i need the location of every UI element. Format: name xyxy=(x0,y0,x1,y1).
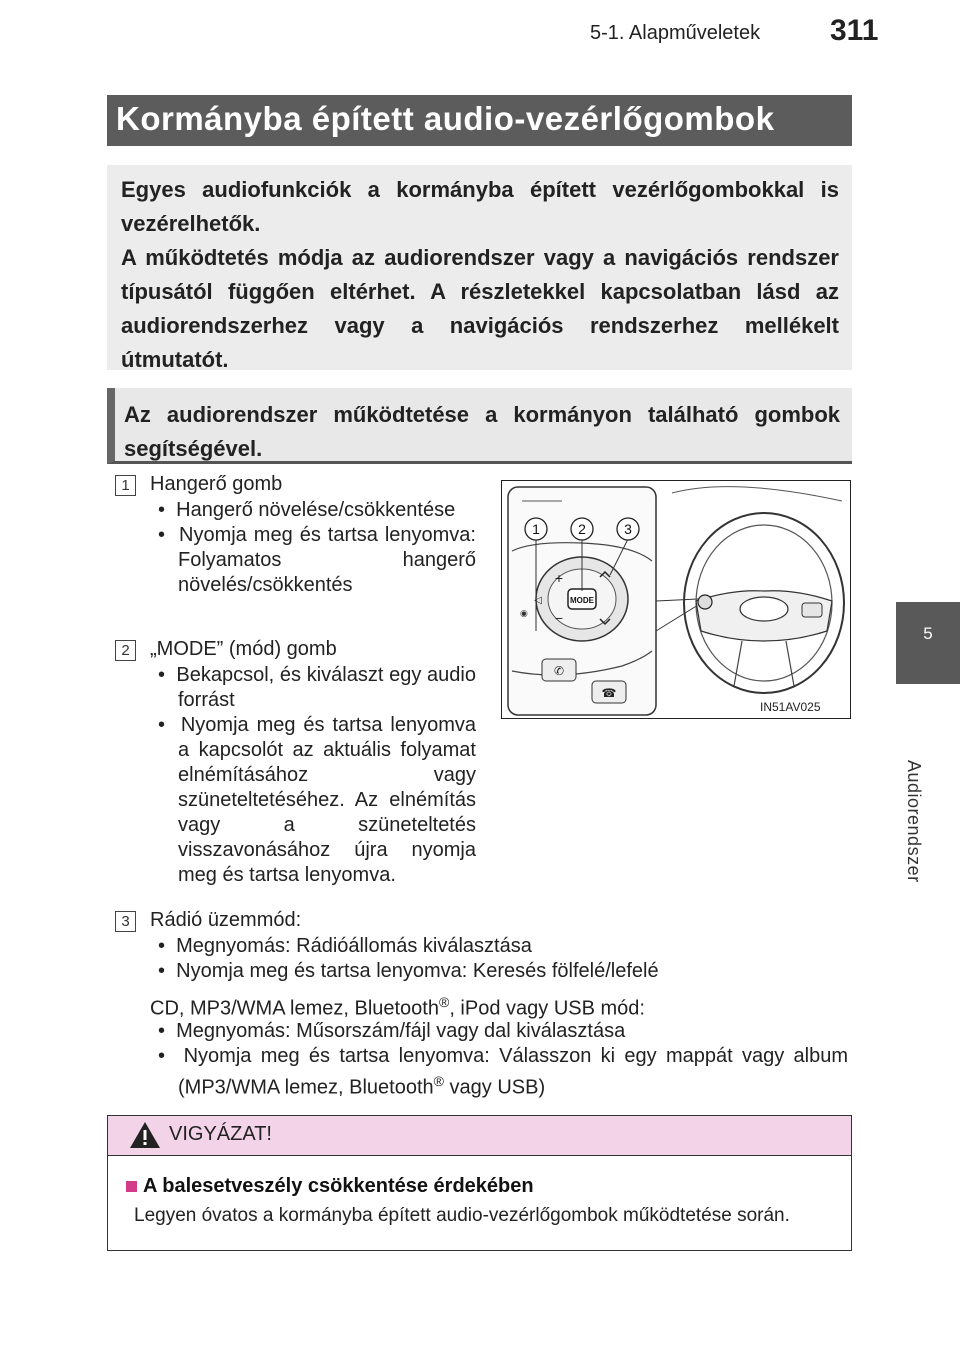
wheel-right-controls xyxy=(802,603,822,617)
voice-icon: ◉ xyxy=(520,608,528,618)
zoom-pointer xyxy=(656,599,698,631)
phone-hangup-icon: ☎ xyxy=(601,686,617,700)
item-number-3: 3 xyxy=(115,911,136,932)
speaker-icon: ◁ xyxy=(534,595,542,606)
item-bullets-2 xyxy=(158,663,476,888)
page-number: 311 xyxy=(830,14,879,47)
bullet: • Megnyomás: Műsorszám/fájl vagy dal kiválasztása xyxy=(158,1020,626,1042)
mode-button-label: MODE xyxy=(570,596,594,605)
bullet: • Nyomja meg és tartsa lenyomva: Válasszon ki egy mappát vagy album (MP3/WMA lemez, Bluetooth® vagy USB) xyxy=(158,1045,848,1099)
intro-text xyxy=(121,173,839,377)
bullet: • Nyomja meg és tartsa lenyomva: Keresés fölfelé/lefelé xyxy=(158,960,659,982)
steering-wheel-spoke xyxy=(734,641,794,686)
bullet: • Nyomja meg és tartsa lenyomva a kapcsolót az aktuális folyamat elnémításához vagy szüneteltetéséhez. Az elnémítás vagy a szüneteltetés visszavonásához újra nyomja meg és tartsa lenyomva. xyxy=(158,714,476,886)
steering-wheel-illustration xyxy=(502,481,851,719)
item-title-1: Hangerő gomb xyxy=(150,473,283,495)
bullet: • Hangerő növelése/csökkentése xyxy=(158,499,456,521)
callout-3-label: 3 xyxy=(624,521,632,537)
bullet-square-icon xyxy=(126,1181,137,1192)
bullet: • Nyomja meg és tartsa lenyomva: Folyamatos hangerő növelés/csökkentés xyxy=(158,524,476,596)
chapter-tab-number: 5 xyxy=(923,624,933,643)
item-bullets-3 xyxy=(158,934,848,984)
item-title-3: Rádió üzemmód: xyxy=(150,909,302,931)
section-title: 5-1. Alapműveletek xyxy=(590,22,761,44)
intro-line-2: A működtetés módja az audiorendszer vagy a navigációs rendszer típusától függően eltérhet. A részletekkel kapcsolatban lásd az audiorendszerhez vagy a navigációs rendszerhez mellékelt útmutatót. xyxy=(121,245,839,372)
figure-code: IN51AV025 xyxy=(760,700,821,714)
steering-wheel-logo xyxy=(740,597,788,621)
item-number-2: 2 xyxy=(115,640,136,661)
item-bullets-1 xyxy=(158,498,476,598)
callout-2-label: 2 xyxy=(578,521,586,537)
warning-title: VIGYÁZAT! xyxy=(169,1123,272,1145)
intro-line-1: Egyes audiofunkciók a kormányba épített vezérlőgombokkal is vezérelhetők. xyxy=(121,177,839,236)
dashboard-contour xyxy=(672,487,842,501)
chapter-tab-label: Audiorendszer xyxy=(904,760,924,883)
page-title: Kormányba épített audio-vezérlőgombok xyxy=(116,100,775,137)
wheel-control-highlight xyxy=(698,595,712,609)
phone-pickup-icon: ✆ xyxy=(553,664,565,678)
bullet: • Megnyomás: Rádióállomás kiválasztása xyxy=(158,935,532,957)
volume-up-icon: + xyxy=(554,570,564,586)
item-title-2: „MODE” (mód) gomb xyxy=(150,638,337,660)
warning-body: Legyen óvatos a kormányba épített audio-vezérlőgombok működtetése során. xyxy=(134,1205,790,1226)
callout-1-label: 1 xyxy=(532,521,540,537)
volume-down-icon: − xyxy=(554,610,564,626)
bullet: • Bekapcsol, és kiválaszt egy audio forrást xyxy=(158,664,476,711)
item-subtitle-3: CD, MP3/WMA lemez, Bluetooth®, iPod vagy USB mód: xyxy=(150,994,645,1020)
warning-triangle-icon xyxy=(128,1120,162,1150)
item-number-1: 1 xyxy=(115,475,136,496)
steering-wheel-figure xyxy=(501,480,851,719)
item-bullets-3b xyxy=(158,1019,848,1101)
warning-subtitle: A balesetveszély csökkentése érdekében xyxy=(126,1175,534,1198)
subheading: Az audiorendszer működtetése a kormányon található gombok segítségével. xyxy=(124,402,840,461)
